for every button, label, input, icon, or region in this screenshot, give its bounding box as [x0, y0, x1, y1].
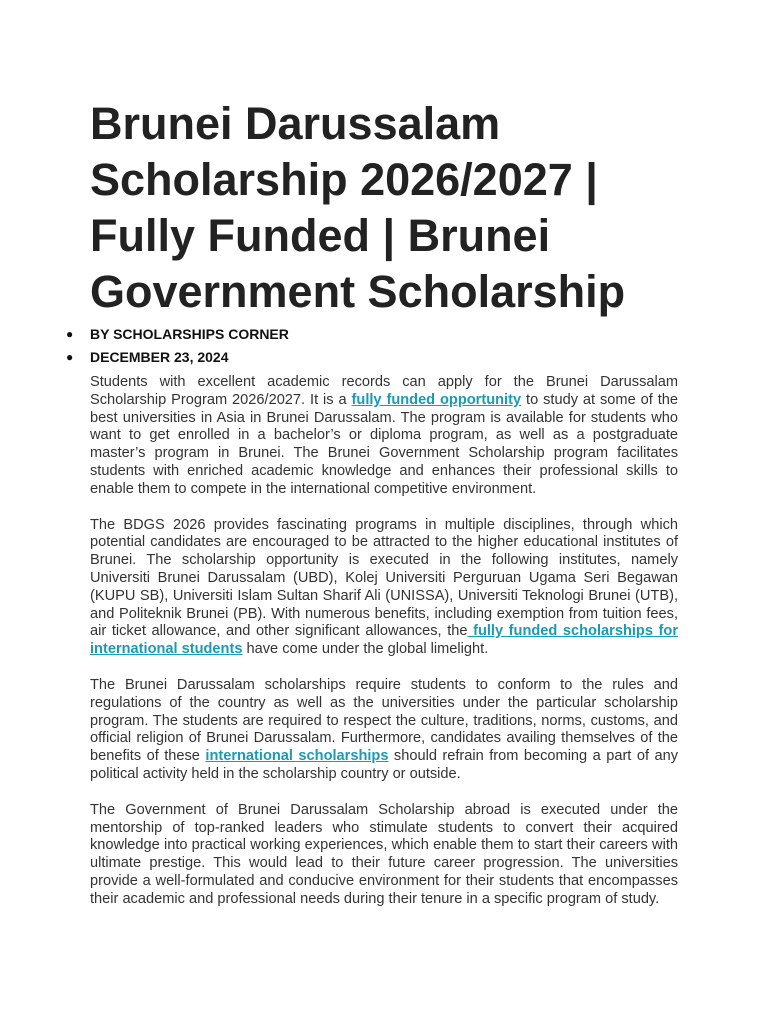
paragraph-text: Students with excellent academic records can apply for the Brunei Darussalam Scholarship Program 2026/2027. It is a [90, 374, 678, 408]
meta-date [66, 346, 678, 369]
article [66, 96, 678, 927]
bullet-icon: ● [66, 350, 74, 364]
publish-date: DECEMBER 23, 2024 [90, 349, 229, 365]
paragraph-text: The BDGS 2026 provides fascinating programs in multiple disciplines, through which potential candidates are encouraged to be attracted to the higher educational institutes of Brunei. The scholarship opportunity is executed in the following institutes, namely Universiti Brunei Darussalam (UBD), Kolej Universiti Perguruan Ugama Seri Begawan (KUPU SB), Universiti Islam Sultan Sharif Ali (UNISSA), Universiti Teknologi Brunei (UTB), and Politeknik Brunei (PB). With numerous benefits, including exemption from tuition fees, air ticket allowance, and other significant allowances, the [90, 516, 678, 640]
author-byline: BY SCHOLARSHIPS CORNER [90, 326, 289, 342]
article-meta [66, 323, 678, 369]
link-fully-funded-scholarships[interactable]: fully funded scholarships for international students [90, 623, 678, 658]
paragraph-2 [90, 517, 678, 659]
link-fully-funded-opportunity[interactable]: fully funded opportunity [351, 391, 522, 408]
article-body [90, 374, 678, 909]
link-international-scholarships[interactable]: international scholarships [205, 748, 389, 765]
bullet-icon: ● [66, 327, 74, 341]
paragraph-text: The Brunei Darussalam scholarships require students to conform to the rules and regulations of the country as well as the universities under the particular scholarship program. The students are required to respect the culture, traditions, norms, customs, and official religion of Brunei Darussalam. Furthermore, candidates availing themselves of the benefits of these [90, 676, 678, 765]
paragraph-1 [90, 374, 678, 499]
page-title: Brunei Darussalam Scholarship 2026/2027 | Fully Funded | Brunei Government Scholarship [90, 98, 626, 317]
paragraph-text: should refrain from becoming a part of any political activity held in the scholarship country or outside. [90, 748, 678, 782]
paragraph-3 [90, 677, 678, 784]
meta-author [66, 323, 678, 346]
paragraph-text: to study at some of the best universities in Asia in Brunei Darussalam. The program is available for students who want to get enrolled in a bachelor’s or diploma program, as well as a postgraduate master’s program in Brunei. The Brunei Government Scholarship program facilitates students with enriched academic knowledge and enhances their professional skills to enable them to compete in the international competitive environment. [90, 391, 678, 497]
paragraph-4 [90, 802, 678, 909]
paragraph-text: have come under the global limelight. [242, 641, 489, 658]
paragraph-text: The Government of Brunei Darussalam Scholarship abroad is executed under the mentorship of top-ranked leaders who stimulate students to convert their acquired knowledge into practical working experiences, which enable them to start their careers with ultimate prestige. This would lead to their future career progression. The universities provide a well-formulated and conducive environment for their students that encompasses their academic and professional needs during their tenure in a specific program of study. [90, 801, 678, 907]
